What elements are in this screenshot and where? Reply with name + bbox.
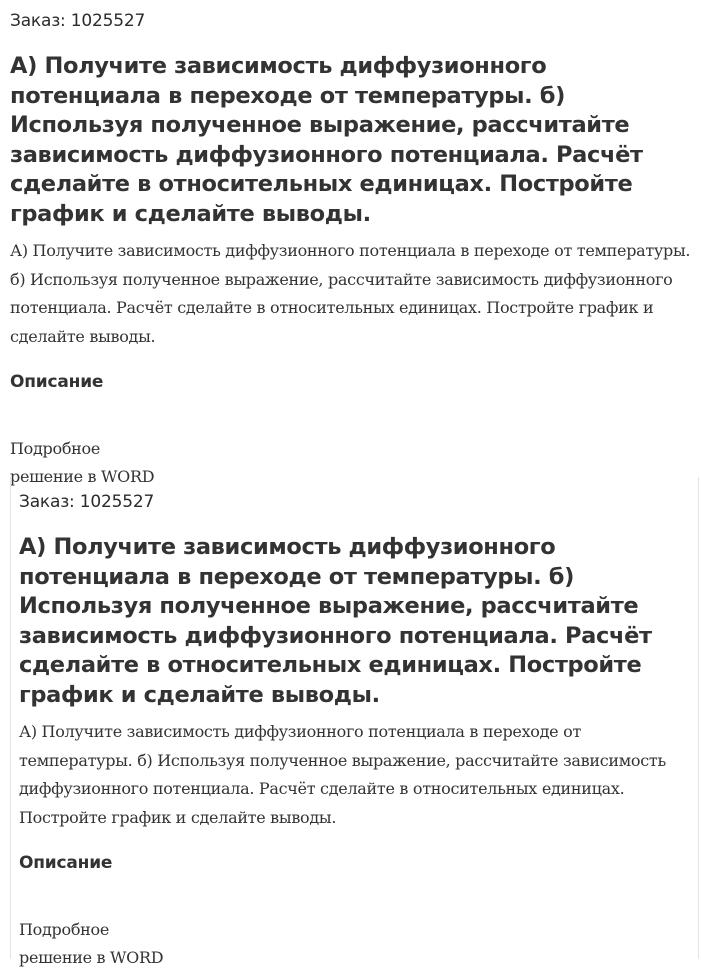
solution-note-line-1: Подробное <box>10 439 101 458</box>
solution-note-line-2: решение в WORD <box>10 467 155 486</box>
order-number: Заказ: 1025527 <box>10 11 146 31</box>
task-heading: А) Получите зависимость диффузионного потенциала в переходе от температуры. б) Используя полученное выражение, рассчитайте зависимость диффузионного потенциала. Расчёт сделайте в относительных единицах. Постройте график и сделайте выводы. <box>19 534 652 708</box>
solution-note <box>19 916 690 972</box>
solution-note-line-1: Подробное <box>19 920 110 939</box>
solution-note-line-2: решение в WORD <box>19 948 164 967</box>
description-title: Описание <box>10 372 104 392</box>
description-title: Описание <box>19 853 113 873</box>
order-block-duplicate <box>10 477 699 967</box>
task-heading: А) Получите зависимость диффузионного потенциала в переходе от температуры. б) Используя полученное выражение, рассчитайте зависимость диффузионного потенциала. Расчёт сделайте в относительных единицах. Постройте график и сделайте выводы. <box>10 53 643 227</box>
order-number: Заказ: 1025527 <box>19 492 155 512</box>
task-text: А) Получите зависимость диффузионного потенциала в переходе от температуры. б) Используя полученное выражение, рассчитайте зависимость диффузионного потенциала. Расчёт сделайте в относительных единицах. Постройте график и сделайте выводы. <box>19 722 666 827</box>
task-text: А) Получите зависимость диффузионного потенциала в переходе от температуры. б) Используя полученное выражение, рассчитайте зависимость диффузионного потенциала. Расчёт сделайте в относительных единицах. Постройте график и сделайте выводы. <box>10 241 691 346</box>
